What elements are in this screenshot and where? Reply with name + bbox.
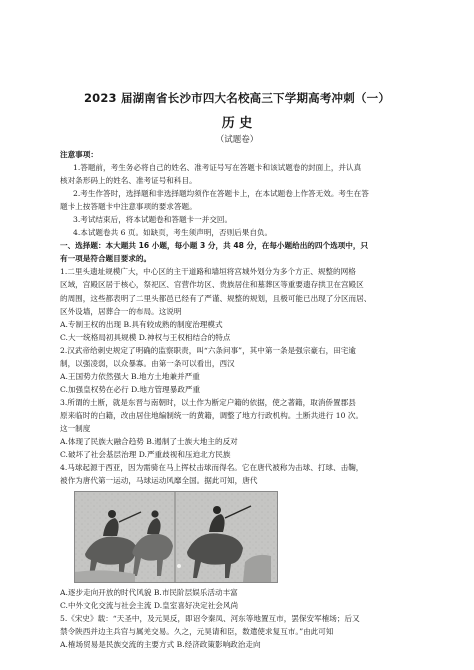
notice-item: 1.答题前，考生务必将自己的姓名、准考证号写在答题卡和该试题卷的封面上，并认真 <box>73 163 362 173</box>
polo-painting-illustration <box>75 492 277 582</box>
notice-item: 4.本试题卷共 6 页。如缺页，考生须声明，否则后果自负。 <box>73 228 273 238</box>
notice-heading: 注意事项： <box>60 150 98 159</box>
question-text: 2.汉武帝给刺史规定了明确的监察职责，叫“六条问事”，其中第一条是强宗豪右，田宅逾 <box>60 345 356 355</box>
question-1 <box>60 265 414 343</box>
question-3 <box>60 396 414 461</box>
question-text: 的周围，这些都表明了二里头都邑已经有了严谨、规整的规划，且极可能已出现了分区而居、 <box>60 293 372 303</box>
notice-item: 题卡上按答题卡中注意事项的要求答题。 <box>60 202 197 212</box>
question-text: 原来临时的白籍，改由居住地编制统一的黄籍，调整了地方行政机构。土断共进行 10 次。 <box>60 410 364 420</box>
question-text: 被作为唐代第一运动，马球运动风靡全国。据此可知，唐代 <box>60 476 258 486</box>
answer-options: A.逐步走向开放的时代风貌 B.市民阶层娱乐活动丰富 <box>60 588 238 598</box>
answer-options: A.体现了民族大融合趋势 B.遏制了士族大地主的反对 <box>60 437 238 447</box>
answer-options: A.榷场贸易是民族交流的主要方式 B.经济政策影响政治走向 <box>60 640 261 650</box>
answer-options: C.中外文化交流与社会主流 D.皇室喜好决定社会风尚 <box>60 601 239 611</box>
question-text: 禁令陕西并边主兵官与属羌交易。久之，元昊请和臣，数遣使求复互市。”由此可知 <box>60 627 334 637</box>
question-text: 4.马球起源于西亚，因为需骑在马上挥杖击球而得名。它在唐代被称为击球、打球、击鞠， <box>60 463 364 473</box>
exam-type-label: （试题卷） <box>215 135 259 145</box>
question-text: 1.二里头遗址规模广大，中心区的主干道路和墙垣将宫城外划分为多个方正、规整的网格 <box>60 267 356 277</box>
question-text: 制，以强凌弱，以众暴寡。由第一条可以看出，西汉 <box>60 358 235 368</box>
question-2 <box>60 344 414 396</box>
section-heading: 一、选择题：本大题共 16 小题，每小题 3 分，共 48 分，在每小题给出的四个选项中，只 <box>60 241 369 251</box>
notice-item: 3.考试结束后，将本试题卷和答题卡一并交回。 <box>73 215 233 225</box>
answer-options: A.专制王权的出现 B.具有较成熟的制度治理模式 <box>60 319 223 329</box>
polo-painting-image <box>74 491 278 583</box>
section-heading-cont: 有一项是符合题目要求的。 <box>60 254 152 264</box>
question-4 <box>60 461 414 612</box>
answer-options: C.大一统格局初具规模 D.神权与王权相结合的特点 <box>60 332 231 342</box>
question-text: 区域，宫殿区居于核心，祭祀区、官营作坊区、贵族居住和墓葬区等重要遗存拱卫在宫殿区 <box>60 280 364 290</box>
answer-options: C.加强皇权势在必行 D.地方管理暴政严重 <box>60 384 201 394</box>
notice-item: 2.考生作答时，选择题和非选择题均须作在答题卡上，在本试题卷上作答无效。考生在答 <box>73 189 369 199</box>
question-text: 5.《宋史》载：“天圣中，及元昊反，即诏令秦凤、河东等地置互市，罢保安军榷场；后又 <box>60 614 360 624</box>
question-text: 区外设墙，居葬合一的布局。这说明 <box>60 306 182 316</box>
question-text: 3.所谓的土断，就是东晋与南朝时，以土作为断定户籍的依据，使之著籍，取消侨置郡县 <box>60 397 356 407</box>
answer-options: A.王国势力依然强大 B.地方土地兼并严重 <box>60 371 200 381</box>
exam-title: 2023 届湖南省长沙市四大名校高三下学期高考冲刺（一） <box>83 91 391 105</box>
subject-heading: 历 史 <box>221 116 253 131</box>
answer-options: C.破坏了社会基层治理 D.严重歧视和压迫北方民族 <box>60 450 231 460</box>
notice-item: 核对条形码上的姓名、准考证号和科目。 <box>60 176 197 186</box>
question-5 <box>60 612 414 651</box>
exam-body <box>60 148 414 651</box>
question-text: 这一制度 <box>60 423 91 433</box>
